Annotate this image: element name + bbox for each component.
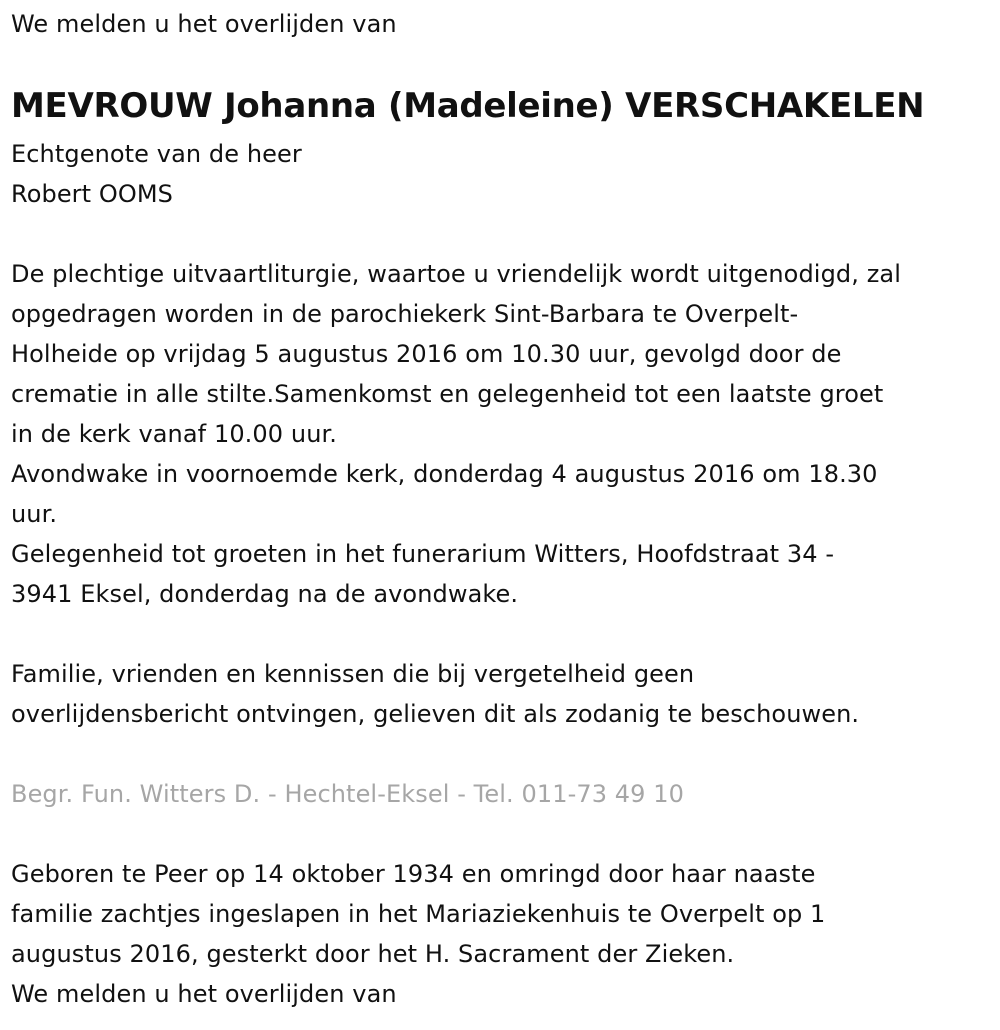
closing-text: We melden u het overlijden van <box>11 980 397 1008</box>
intro-text: We melden u het overlijden van <box>11 10 397 38</box>
paragraph-line: Familie, vrienden en kennissen die bij vergetelheid geen <box>11 660 695 688</box>
paragraph-line: crematie in alle stilte.Samenkomst en gelegenheid tot een laatste groet <box>11 380 884 408</box>
paragraph-line: Geboren te Peer op 14 oktober 1934 en omringd door haar naaste <box>11 860 816 888</box>
paragraph-line: 3941 Eksel, donderdag na de avondwake. <box>11 580 519 608</box>
paragraph-line: opgedragen worden in de parochiekerk Sint-Barbara te Overpelt- <box>11 300 799 328</box>
paragraph-line: Holheide op vrijdag 5 augustus 2016 om 10.30 uur, gevolgd door de <box>11 340 842 368</box>
funeral-home-contact: Begr. Fun. Witters D. - Hechtel-Eksel - Tel. 011-73 49 10 <box>11 780 685 808</box>
deceased-name: MEVROUW Johanna (Madeleine) VERSCHAKELEN <box>11 86 925 126</box>
spouse-line-2: Robert OOMS <box>11 180 174 208</box>
paragraph-line: uur. <box>11 500 58 528</box>
paragraph-line: De plechtige uitvaartliturgie, waartoe u vriendelijk wordt uitgenodigd, zal <box>11 260 901 288</box>
paragraph-line: familie zachtjes ingeslapen in het Mariaziekenhuis te Overpelt op 1 <box>11 900 826 928</box>
paragraph-line: Gelegenheid tot groeten in het funerarium Witters, Hoofdstraat 34 - <box>11 540 835 568</box>
paragraph-line: augustus 2016, gesterkt door het H. Sacrament der Zieken. <box>11 940 735 968</box>
paragraph-line: in de kerk vanaf 10.00 uur. <box>11 420 337 448</box>
spouse-line-1: Echtgenote van de heer <box>11 140 302 168</box>
paragraph-line: Avondwake in voornoemde kerk, donderdag 4 augustus 2016 om 18.30 <box>11 460 878 488</box>
paragraph-line: overlijdensbericht ontvingen, gelieven dit als zodanig te beschouwen. <box>11 700 860 728</box>
